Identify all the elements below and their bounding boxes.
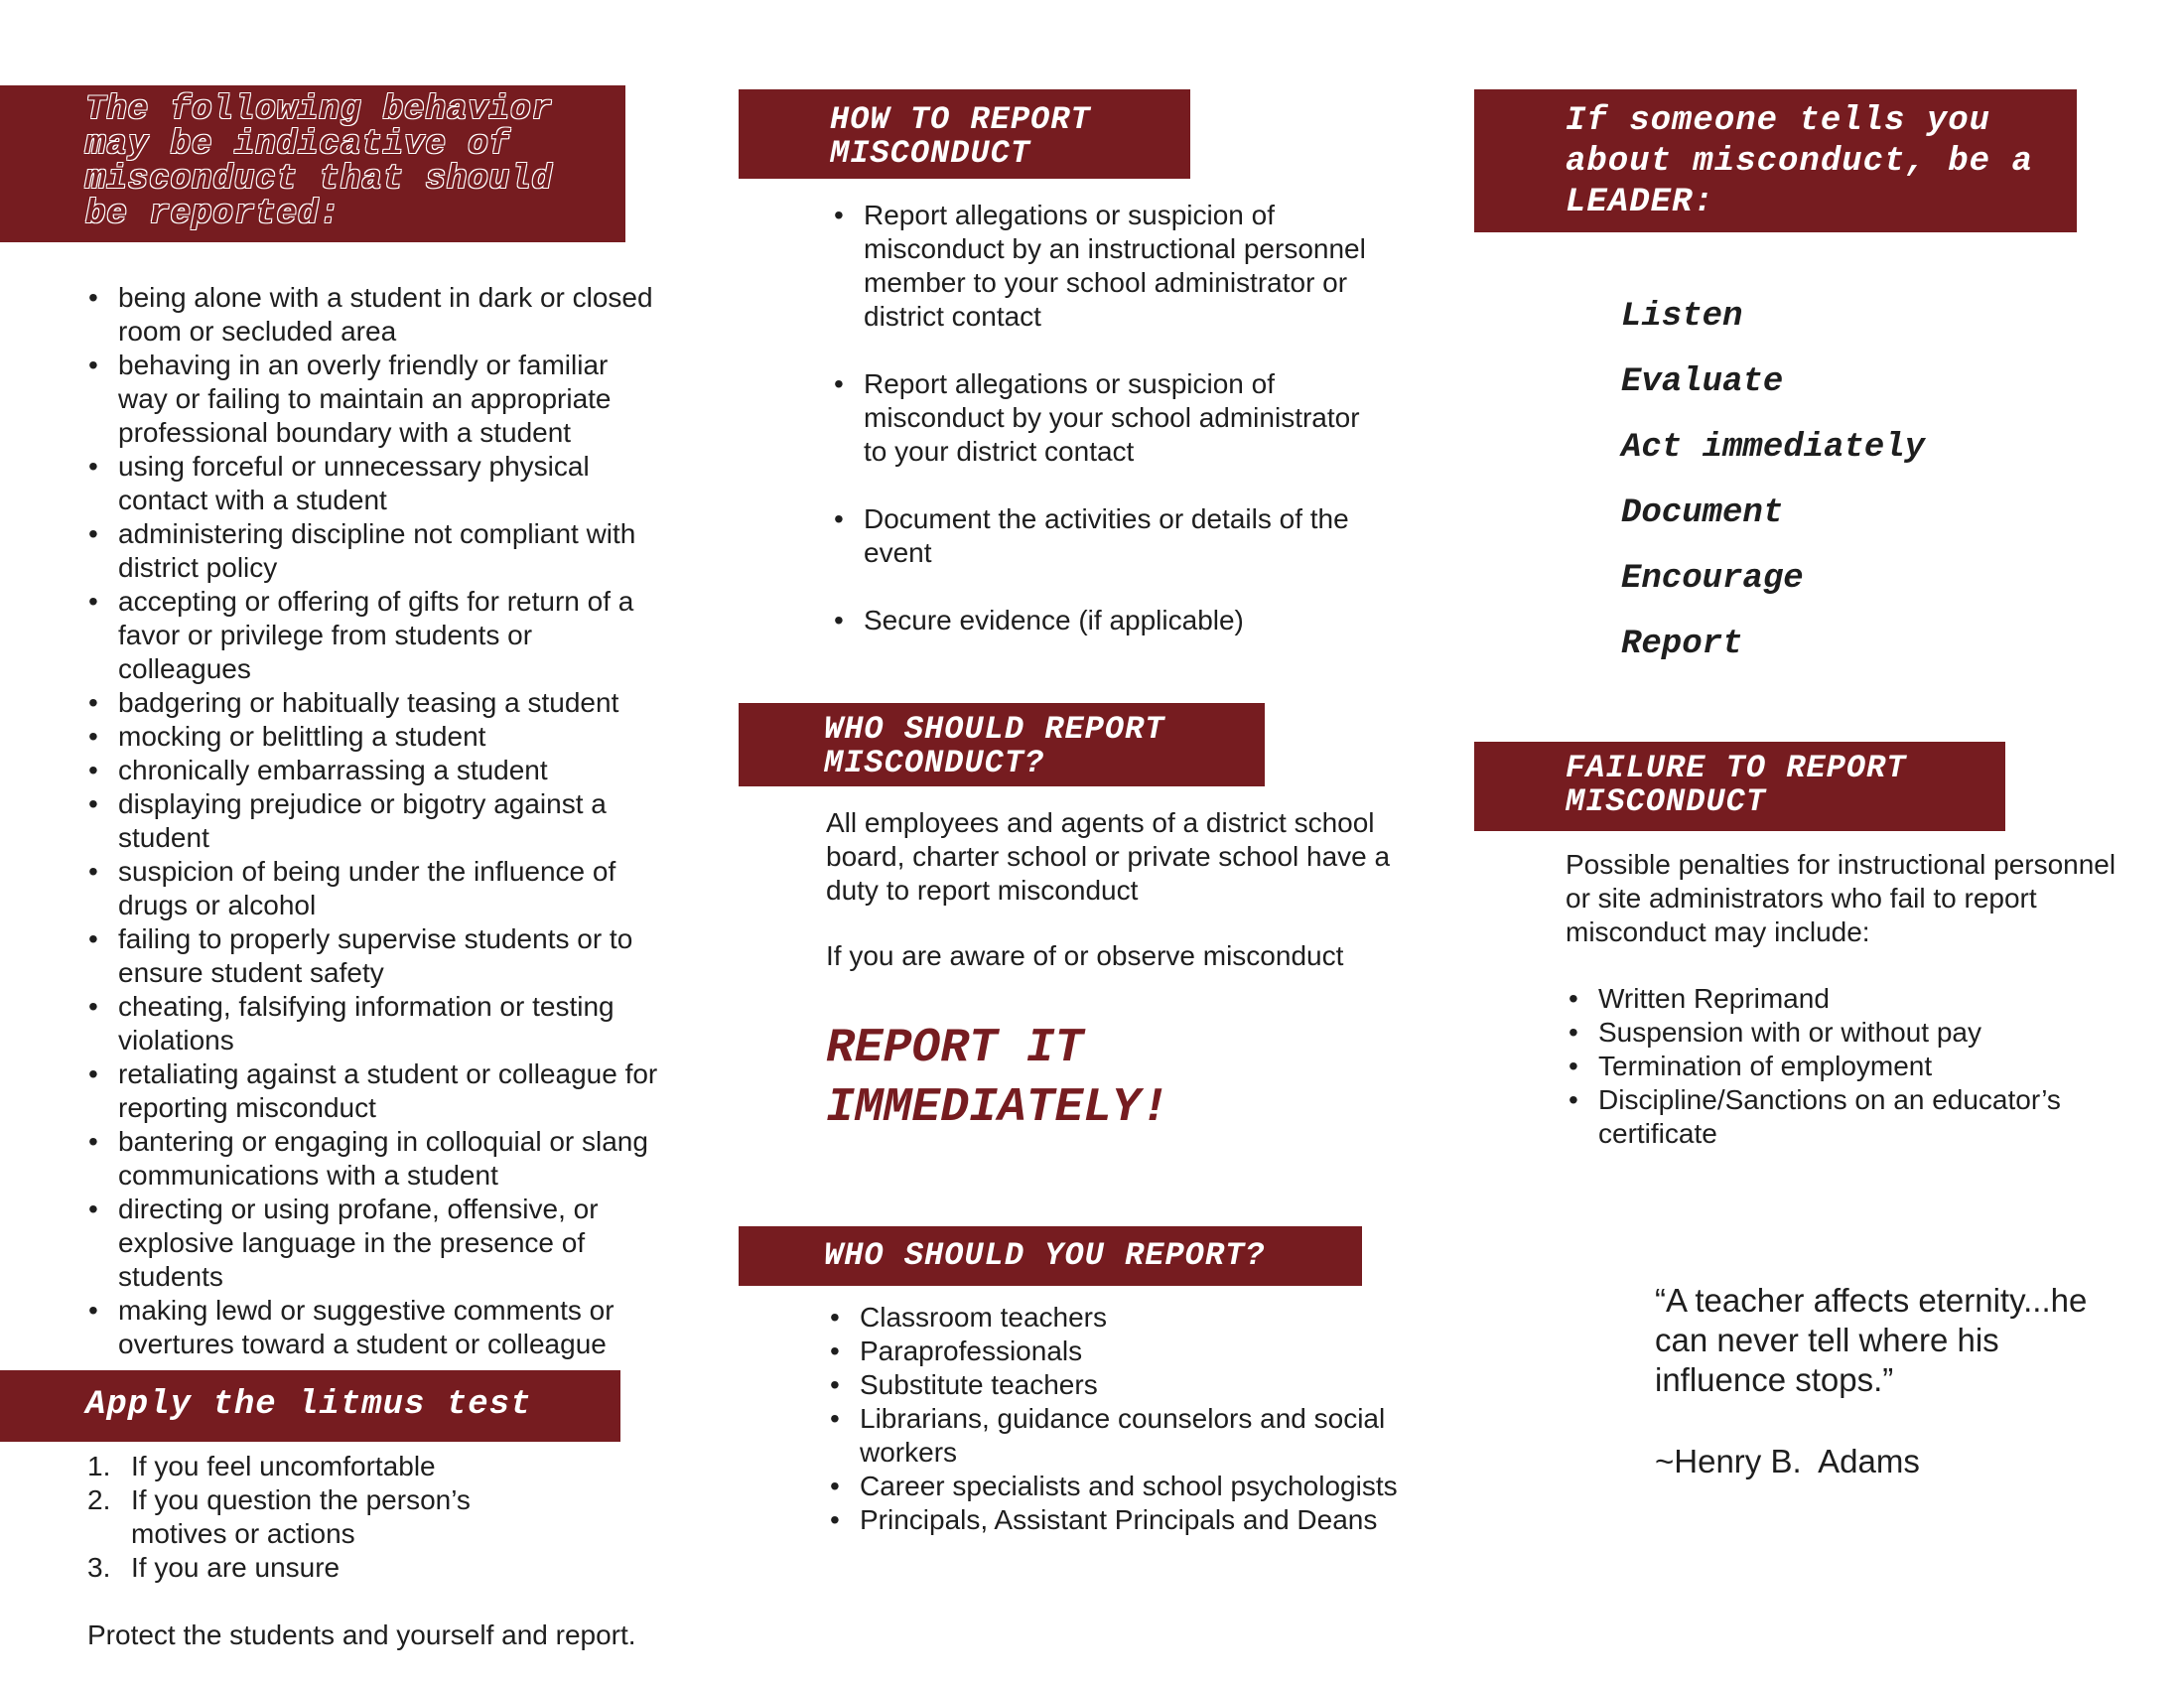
- report-it-immediately: REPORT IT IMMEDIATELY!: [826, 1022, 1169, 1135]
- behavior-list: [86, 281, 662, 1361]
- who-should-report-header-text: WHO SHOULD REPORT MISCONDUCT?: [824, 711, 1165, 781]
- list-item: • Classroom teachers: [828, 1301, 1404, 1335]
- failure-list: [1567, 982, 2083, 1151]
- list-item: • Career specialists and school psychologists: [828, 1470, 1404, 1503]
- list-item: • Suspension with or without pay: [1567, 1016, 2083, 1050]
- who-should-report-text: All employees and agents of a district school board, charter school or private school have a duty to report misconduct: [826, 807, 1391, 906]
- how-to-report-list-block: [832, 199, 1388, 637]
- who-should-report-header-band: [739, 703, 1265, 786]
- behavior-list-block: [86, 281, 662, 1361]
- list-item: • displaying prejudice or bigotry against a student: [86, 787, 662, 855]
- list-item: 1. If you feel uncomfortable: [87, 1451, 436, 1481]
- leader-word-document: Document: [1621, 494, 1784, 532]
- how-to-report-header-text: HOW TO REPORT MISCONDUCT: [830, 101, 1091, 172]
- quote-author: ~Henry B. Adams: [1655, 1443, 1920, 1479]
- list-item: • Written Reprimand: [1567, 982, 2083, 1016]
- quote-text: “A teacher affects eternity...he can never tell where his influence stops.”: [1655, 1282, 2088, 1398]
- list-item: • administering discipline not compliant with district policy: [86, 517, 662, 585]
- leader-word-listen: Listen: [1621, 298, 1743, 336]
- list-item: • directing or using profane, offensive, or explosive language in the presence of students: [86, 1193, 662, 1294]
- leader-word-act: Act immediately: [1621, 429, 1926, 467]
- list-item: • Secure evidence (if applicable): [832, 604, 1388, 637]
- list-item: • chronically embarrassing a student: [86, 754, 662, 787]
- list-item: • Report allegations or suspicion of misconduct by your school administrator to your district contact: [832, 367, 1388, 469]
- litmus-list: [87, 1450, 564, 1585]
- list-item: • Substitute teachers: [828, 1368, 1404, 1402]
- leader-words: [1621, 284, 2058, 677]
- list-item: • behaving in an overly friendly or familiar way or failing to maintain an appropriate professional boundary with a student: [86, 349, 662, 450]
- litmus-header-text: Apply the litmus test: [85, 1386, 532, 1424]
- list-item: • suspicion of being under the influence of drugs or alcohol: [86, 855, 662, 922]
- how-to-report-header-band: [739, 89, 1190, 179]
- list-item: • failing to properly supervise students or to ensure student safety: [86, 922, 662, 990]
- failure-list-block: [1567, 982, 2083, 1151]
- who-should-you-report-header-band: [739, 1226, 1362, 1286]
- list-item: • Report allegations or suspicion of misconduct by an instructional personnel member to your school administrator or district contact: [832, 199, 1388, 334]
- failure-text: Possible penalties for instructional personnel or site administrators who fail to report misconduct may include:: [1566, 849, 2116, 947]
- list-item: • Discipline/Sanctions on an educator’s certificate: [1567, 1083, 2083, 1151]
- leader-header-text: If someone tells you about misconduct, be a LEADER:: [1566, 102, 2033, 221]
- list-item: • Paraprofessionals: [828, 1335, 1404, 1368]
- list-item: • using forceful or unnecessary physical contact with a student: [86, 450, 662, 517]
- closing-text: Protect the students and yourself and report.: [87, 1619, 636, 1650]
- list-item: • Termination of employment: [1567, 1050, 2083, 1083]
- who-should-you-report-list: [828, 1301, 1404, 1537]
- how-to-report-list: [832, 199, 1388, 637]
- who-should-you-report-list-block: [828, 1301, 1404, 1537]
- failure-header-text: FAILURE TO REPORT MISCONDUCT: [1566, 750, 1907, 820]
- list-item: • badgering or habitually teasing a student: [86, 686, 662, 720]
- list-item: • making lewd or suggestive comments or overtures toward a student or colleague: [86, 1294, 662, 1361]
- litmus-header-band: [0, 1370, 620, 1442]
- litmus-list-block: [87, 1450, 564, 1585]
- leader-word-encourage: Encourage: [1621, 560, 1804, 598]
- leader-word-evaluate: Evaluate: [1621, 363, 1784, 401]
- list-item: • accepting or offering of gifts for return of a favor or privilege from students or colleagues: [86, 585, 662, 686]
- list-item: • Document the activities or details of the event: [832, 502, 1388, 570]
- aware-text: If you are aware of or observe misconduct: [826, 940, 1344, 971]
- list-item: 3. If you are unsure: [87, 1552, 341, 1583]
- list-item: • mocking or belittling a student: [86, 720, 662, 754]
- list-item: • being alone with a student in dark or closed room or secluded area: [86, 281, 662, 349]
- behavior-header-text: The following behavior may be indicative of misconduct that should be reported:: [85, 91, 553, 233]
- list-item: • Principals, Assistant Principals and Deans: [828, 1503, 1404, 1537]
- list-item: 2. If you question the person’s motives or actions: [87, 1484, 471, 1549]
- leader-header-band: [1474, 89, 2077, 232]
- list-item: • bantering or engaging in colloquial or slang communications with a student: [86, 1125, 662, 1193]
- list-item: • cheating, falsifying information or testing violations: [86, 990, 662, 1057]
- who-should-you-report-header-text: WHO SHOULD YOU REPORT?: [824, 1237, 1266, 1274]
- leader-word-report: Report: [1621, 626, 1743, 663]
- failure-header-band: [1474, 742, 2005, 831]
- behavior-header-band: [0, 85, 625, 242]
- list-item: • retaliating against a student or colleague for reporting misconduct: [86, 1057, 662, 1125]
- list-item: • Librarians, guidance counselors and social workers: [828, 1402, 1404, 1470]
